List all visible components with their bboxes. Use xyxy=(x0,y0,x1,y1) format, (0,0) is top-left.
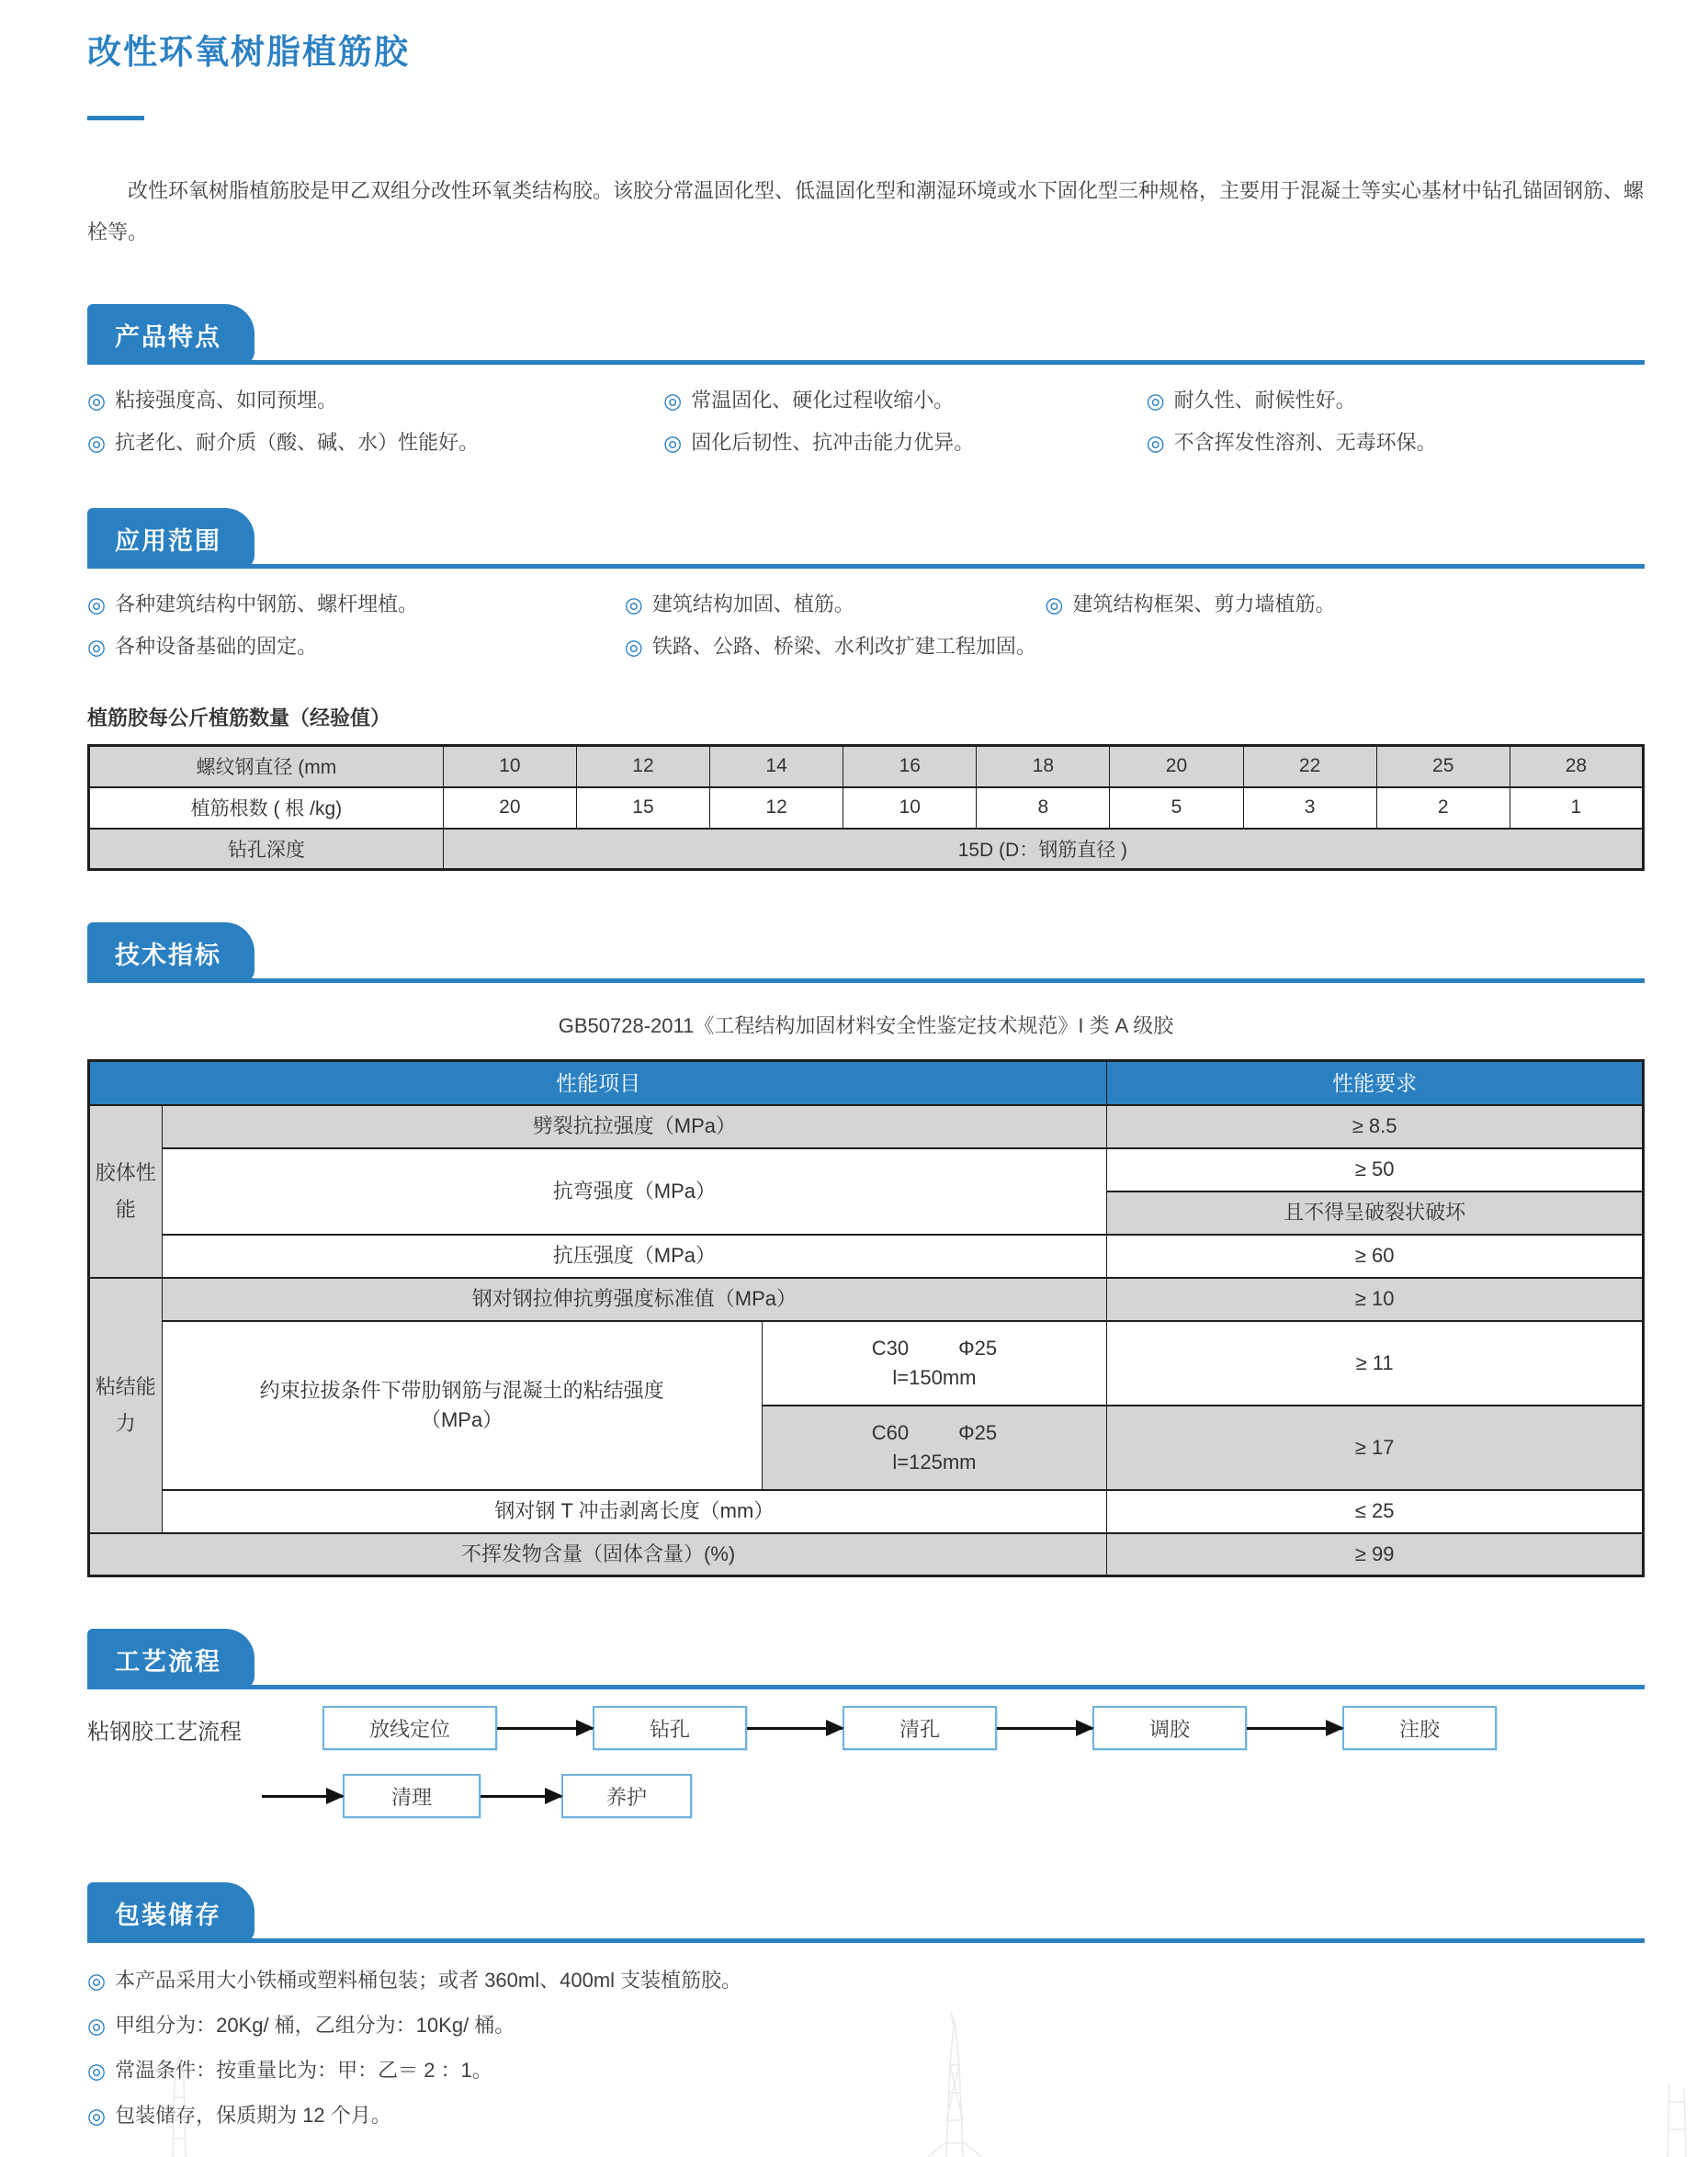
flow-step-clean-hole: 清孔 xyxy=(843,1706,997,1750)
table-row xyxy=(89,1148,1644,1191)
table-row xyxy=(89,1278,1644,1321)
spec-requirement: ≤ 25 xyxy=(1107,1490,1644,1533)
section-title: 包装储存 xyxy=(115,1902,221,1929)
concrete-grade: C30 xyxy=(871,1336,910,1360)
arrow-right-icon xyxy=(747,1727,843,1730)
process-flowchart xyxy=(87,1706,1645,1818)
list-item-text: 甲组分为：20Kg/ 桶，乙组分为：10Kg/ 桶。 xyxy=(115,2014,515,2037)
arrow-right-icon xyxy=(497,1727,593,1730)
table-cell: 14 xyxy=(710,746,843,787)
row-header: 植筋根数 ( 根 /kg) xyxy=(89,787,444,829)
bullet-icon: ◎ xyxy=(87,593,107,616)
condition-grade-row xyxy=(763,1418,1107,1448)
spec-requirement: ≥ 99 xyxy=(1107,1533,1644,1576)
spec-item-unit: （MPa） xyxy=(420,1407,503,1431)
list-item-text: 包装储存，保质期为 12 个月。 xyxy=(115,2104,391,2127)
row-group-header xyxy=(89,1105,163,1278)
concrete-grade: C60 xyxy=(871,1420,910,1444)
table-row xyxy=(89,746,1644,787)
list-item xyxy=(87,2057,1645,2084)
spec-item: 不挥发物含量（固体含量）(%) xyxy=(89,1533,1107,1576)
intro-paragraph: 改性环氧树脂植筋胶是甲乙双组分改性环氧类结构胶。该胶分常温固化型、低温固化型和潮湿环境或水下固化型三种规格，主要用于混凝土等实心基材中钻孔锚固钢筋、螺栓等。 xyxy=(87,179,1645,243)
list-item xyxy=(663,387,1146,414)
table-cell: 18 xyxy=(977,746,1110,787)
list-item xyxy=(87,1967,1645,1994)
list-item-text: 各种建筑结构中钢筋、螺杆埋植。 xyxy=(115,593,419,615)
table-cell: 20 xyxy=(1110,746,1243,787)
section-badge-process xyxy=(87,1629,255,1689)
table-cell: 20 xyxy=(443,787,576,829)
table-cell: 12 xyxy=(576,746,709,787)
bullet-icon: ◎ xyxy=(87,635,107,659)
spec-requirement: ≥ 50 xyxy=(1107,1148,1644,1191)
table-cell: 28 xyxy=(1510,746,1643,787)
bullet-icon: ◎ xyxy=(87,2014,107,2038)
list-item-text: 本产品采用大小铁桶或塑料桶包装；或者 360ml、400ml 支装植筋胶。 xyxy=(115,1969,742,1992)
list-item xyxy=(1045,591,1645,618)
arrow-right-icon xyxy=(1247,1727,1342,1730)
bullet-icon: ◎ xyxy=(663,389,683,412)
bullet-icon: ◎ xyxy=(1146,431,1165,455)
spec-requirement-note: 且不得呈破裂状破坏 xyxy=(1107,1191,1644,1235)
rebar-table-title: 植筋胶每公斤植筋数量（经验值） xyxy=(87,706,391,729)
spec-requirement: ≥ 10 xyxy=(1107,1278,1644,1321)
arrow-right-icon xyxy=(997,1727,1092,1730)
list-item-text: 建筑结构框架、剪力墙植筋。 xyxy=(1072,593,1336,615)
section-badge-features xyxy=(87,304,255,365)
spec-requirement: ≥ 8.5 xyxy=(1107,1105,1644,1148)
table-row xyxy=(89,1533,1644,1576)
column-header: 性能要求 xyxy=(1107,1061,1644,1105)
list-item xyxy=(87,429,663,457)
arrow-right-icon xyxy=(481,1795,561,1798)
flow-row-2 xyxy=(262,1774,1645,1818)
row-header: 螺纹钢直径 (mm xyxy=(89,746,444,787)
flow-step-curing: 养护 xyxy=(561,1774,692,1818)
list-item xyxy=(625,633,1046,661)
flow-step-inject-glue: 注胶 xyxy=(1342,1706,1497,1750)
applications-list xyxy=(87,591,1645,661)
list-item xyxy=(87,387,663,414)
list-item xyxy=(663,429,1146,457)
list-item xyxy=(87,633,625,661)
spec-item: 抗弯强度（MPa） xyxy=(162,1148,1107,1235)
table-cell: 2 xyxy=(1376,787,1510,829)
spec-condition xyxy=(762,1406,1107,1490)
spec-requirement: ≥ 11 xyxy=(1107,1321,1644,1406)
table-cell: 10 xyxy=(843,787,977,829)
bullet-icon: ◎ xyxy=(1045,593,1064,616)
row-header: 钻孔深度 xyxy=(89,829,444,870)
group-label: 粘结能力 xyxy=(95,1374,156,1435)
table-cell: 16 xyxy=(843,746,977,787)
table-cell: 15D (D：钢筋直径 ) xyxy=(443,829,1643,870)
spec-item: 钢对钢拉伸抗剪强度标准值（MPa） xyxy=(162,1278,1107,1321)
embed-length: l=125mm xyxy=(892,1450,977,1474)
section-title: 产品特点 xyxy=(115,323,221,351)
flow-step-mix-glue: 调胶 xyxy=(1092,1706,1247,1750)
group-label: 胶体性能 xyxy=(95,1160,156,1221)
rebar-diameter: Φ25 xyxy=(958,1420,998,1444)
row-group-header xyxy=(89,1278,163,1533)
table-row xyxy=(89,787,1644,829)
table-cell: 8 xyxy=(977,787,1110,829)
section-title: 技术指标 xyxy=(115,942,221,969)
arrow-right-icon xyxy=(262,1795,343,1798)
section-badge-applications xyxy=(87,508,255,569)
table-cell: 15 xyxy=(576,787,709,829)
flowchart-label: 粘钢胶工艺流程 xyxy=(87,1720,242,1745)
section-header-features xyxy=(87,304,1645,365)
table-cell: 5 xyxy=(1110,787,1243,829)
section-header-packaging xyxy=(87,1882,1645,1943)
flow-step-drill: 钻孔 xyxy=(593,1706,747,1750)
list-item xyxy=(1147,387,1645,414)
spec-requirement: ≥ 60 xyxy=(1107,1235,1644,1278)
list-item xyxy=(1147,429,1645,457)
bullet-icon: ◎ xyxy=(87,2104,107,2128)
table-cell: 22 xyxy=(1243,746,1376,787)
features-list xyxy=(87,387,1645,457)
section-underline xyxy=(87,1938,1645,1943)
bullet-icon: ◎ xyxy=(624,635,643,659)
list-item-text: 常温固化、硬化过程收缩小。 xyxy=(691,389,955,412)
spec-requirement: ≥ 17 xyxy=(1107,1406,1644,1490)
table-cell: 12 xyxy=(710,787,843,829)
section-underline xyxy=(87,360,1645,365)
list-item-text: 各种设备基础的固定。 xyxy=(115,635,318,658)
packaging-list xyxy=(87,1967,1645,2129)
bullet-icon: ◎ xyxy=(1146,389,1165,412)
specs-standard-reference: GB50728-2011《工程结构加固材料安全性鉴定技术规范》I 类 A 级胶 xyxy=(558,1014,1174,1037)
list-item-text: 建筑结构加固、植筋。 xyxy=(651,593,854,615)
list-item xyxy=(625,591,1046,618)
rebar-table xyxy=(87,744,1645,871)
bullet-icon: ◎ xyxy=(87,431,107,455)
table-cell: 3 xyxy=(1243,787,1376,829)
section-underline xyxy=(87,564,1645,569)
table-cell: 25 xyxy=(1376,746,1510,787)
list-item-text: 不含挥发性溶剂、无毒环保。 xyxy=(1173,431,1437,454)
column-header: 性能项目 xyxy=(89,1061,1107,1105)
table-row xyxy=(89,1490,1644,1533)
list-item-text: 常温条件：按重量比为：甲：乙＝ 2 ：1。 xyxy=(115,2059,492,2082)
table-row xyxy=(89,829,1644,870)
bullet-icon: ◎ xyxy=(663,431,683,455)
list-item xyxy=(87,2102,1645,2129)
table-row xyxy=(89,1235,1644,1278)
list-item-text: 铁路、公路、桥梁、水利改扩建工程加固。 xyxy=(651,635,1036,658)
section-header-applications xyxy=(87,508,1645,569)
spec-item-text: 约束拉拔条件下带肋钢筋与混凝土的粘结强度 xyxy=(259,1378,664,1402)
bullet-icon: ◎ xyxy=(87,2059,107,2083)
flow-row-1 xyxy=(322,1706,1645,1750)
list-item-text: 耐久性、耐候性好。 xyxy=(1173,389,1356,412)
watermark-sketch xyxy=(1649,2074,1704,2157)
section-badge-specs xyxy=(87,922,255,983)
section-underline xyxy=(87,1685,1645,1689)
table-header-row xyxy=(89,1061,1644,1105)
bullet-icon: ◎ xyxy=(624,593,643,616)
spec-condition xyxy=(762,1321,1107,1406)
rebar-diameter: Φ25 xyxy=(958,1336,998,1360)
flow-step-layout: 放线定位 xyxy=(322,1706,497,1750)
spec-item: 抗压强度（MPa） xyxy=(162,1235,1107,1278)
list-item xyxy=(87,591,625,618)
section-title: 应用范围 xyxy=(115,527,221,555)
bullet-icon: ◎ xyxy=(87,1969,107,1993)
bullet-icon: ◎ xyxy=(87,389,107,412)
section-header-process xyxy=(87,1629,1645,1689)
table-row xyxy=(89,1105,1644,1148)
list-item-text: 粘接强度高、如同预埋。 xyxy=(115,389,338,412)
spec-item: 劈裂抗拉强度（MPa） xyxy=(162,1105,1107,1148)
section-badge-packaging xyxy=(87,1882,255,1943)
condition-grade-row xyxy=(763,1334,1107,1363)
specs-table xyxy=(87,1059,1645,1577)
section-underline xyxy=(87,978,1645,983)
section-title: 工艺流程 xyxy=(115,1648,221,1676)
list-item-text: 固化后韧性、抗冲击能力优异。 xyxy=(691,431,975,454)
section-header-specs xyxy=(87,922,1645,983)
table-row xyxy=(89,1321,1644,1406)
flow-step-cleanup: 清理 xyxy=(343,1774,481,1818)
list-item-text: 抗老化、耐介质（酸、碱、水）性能好。 xyxy=(115,431,480,454)
table-cell: 10 xyxy=(443,746,576,787)
spec-item xyxy=(162,1321,762,1490)
page-title: 改性环氧树脂植筋胶 xyxy=(87,33,410,71)
embed-length: l=150mm xyxy=(892,1365,977,1389)
spec-item: 钢对钢 T 冲击剥离长度（mm） xyxy=(162,1490,1107,1533)
title-dash xyxy=(87,116,144,120)
list-item xyxy=(87,2012,1645,2039)
table-cell: 1 xyxy=(1510,787,1643,829)
